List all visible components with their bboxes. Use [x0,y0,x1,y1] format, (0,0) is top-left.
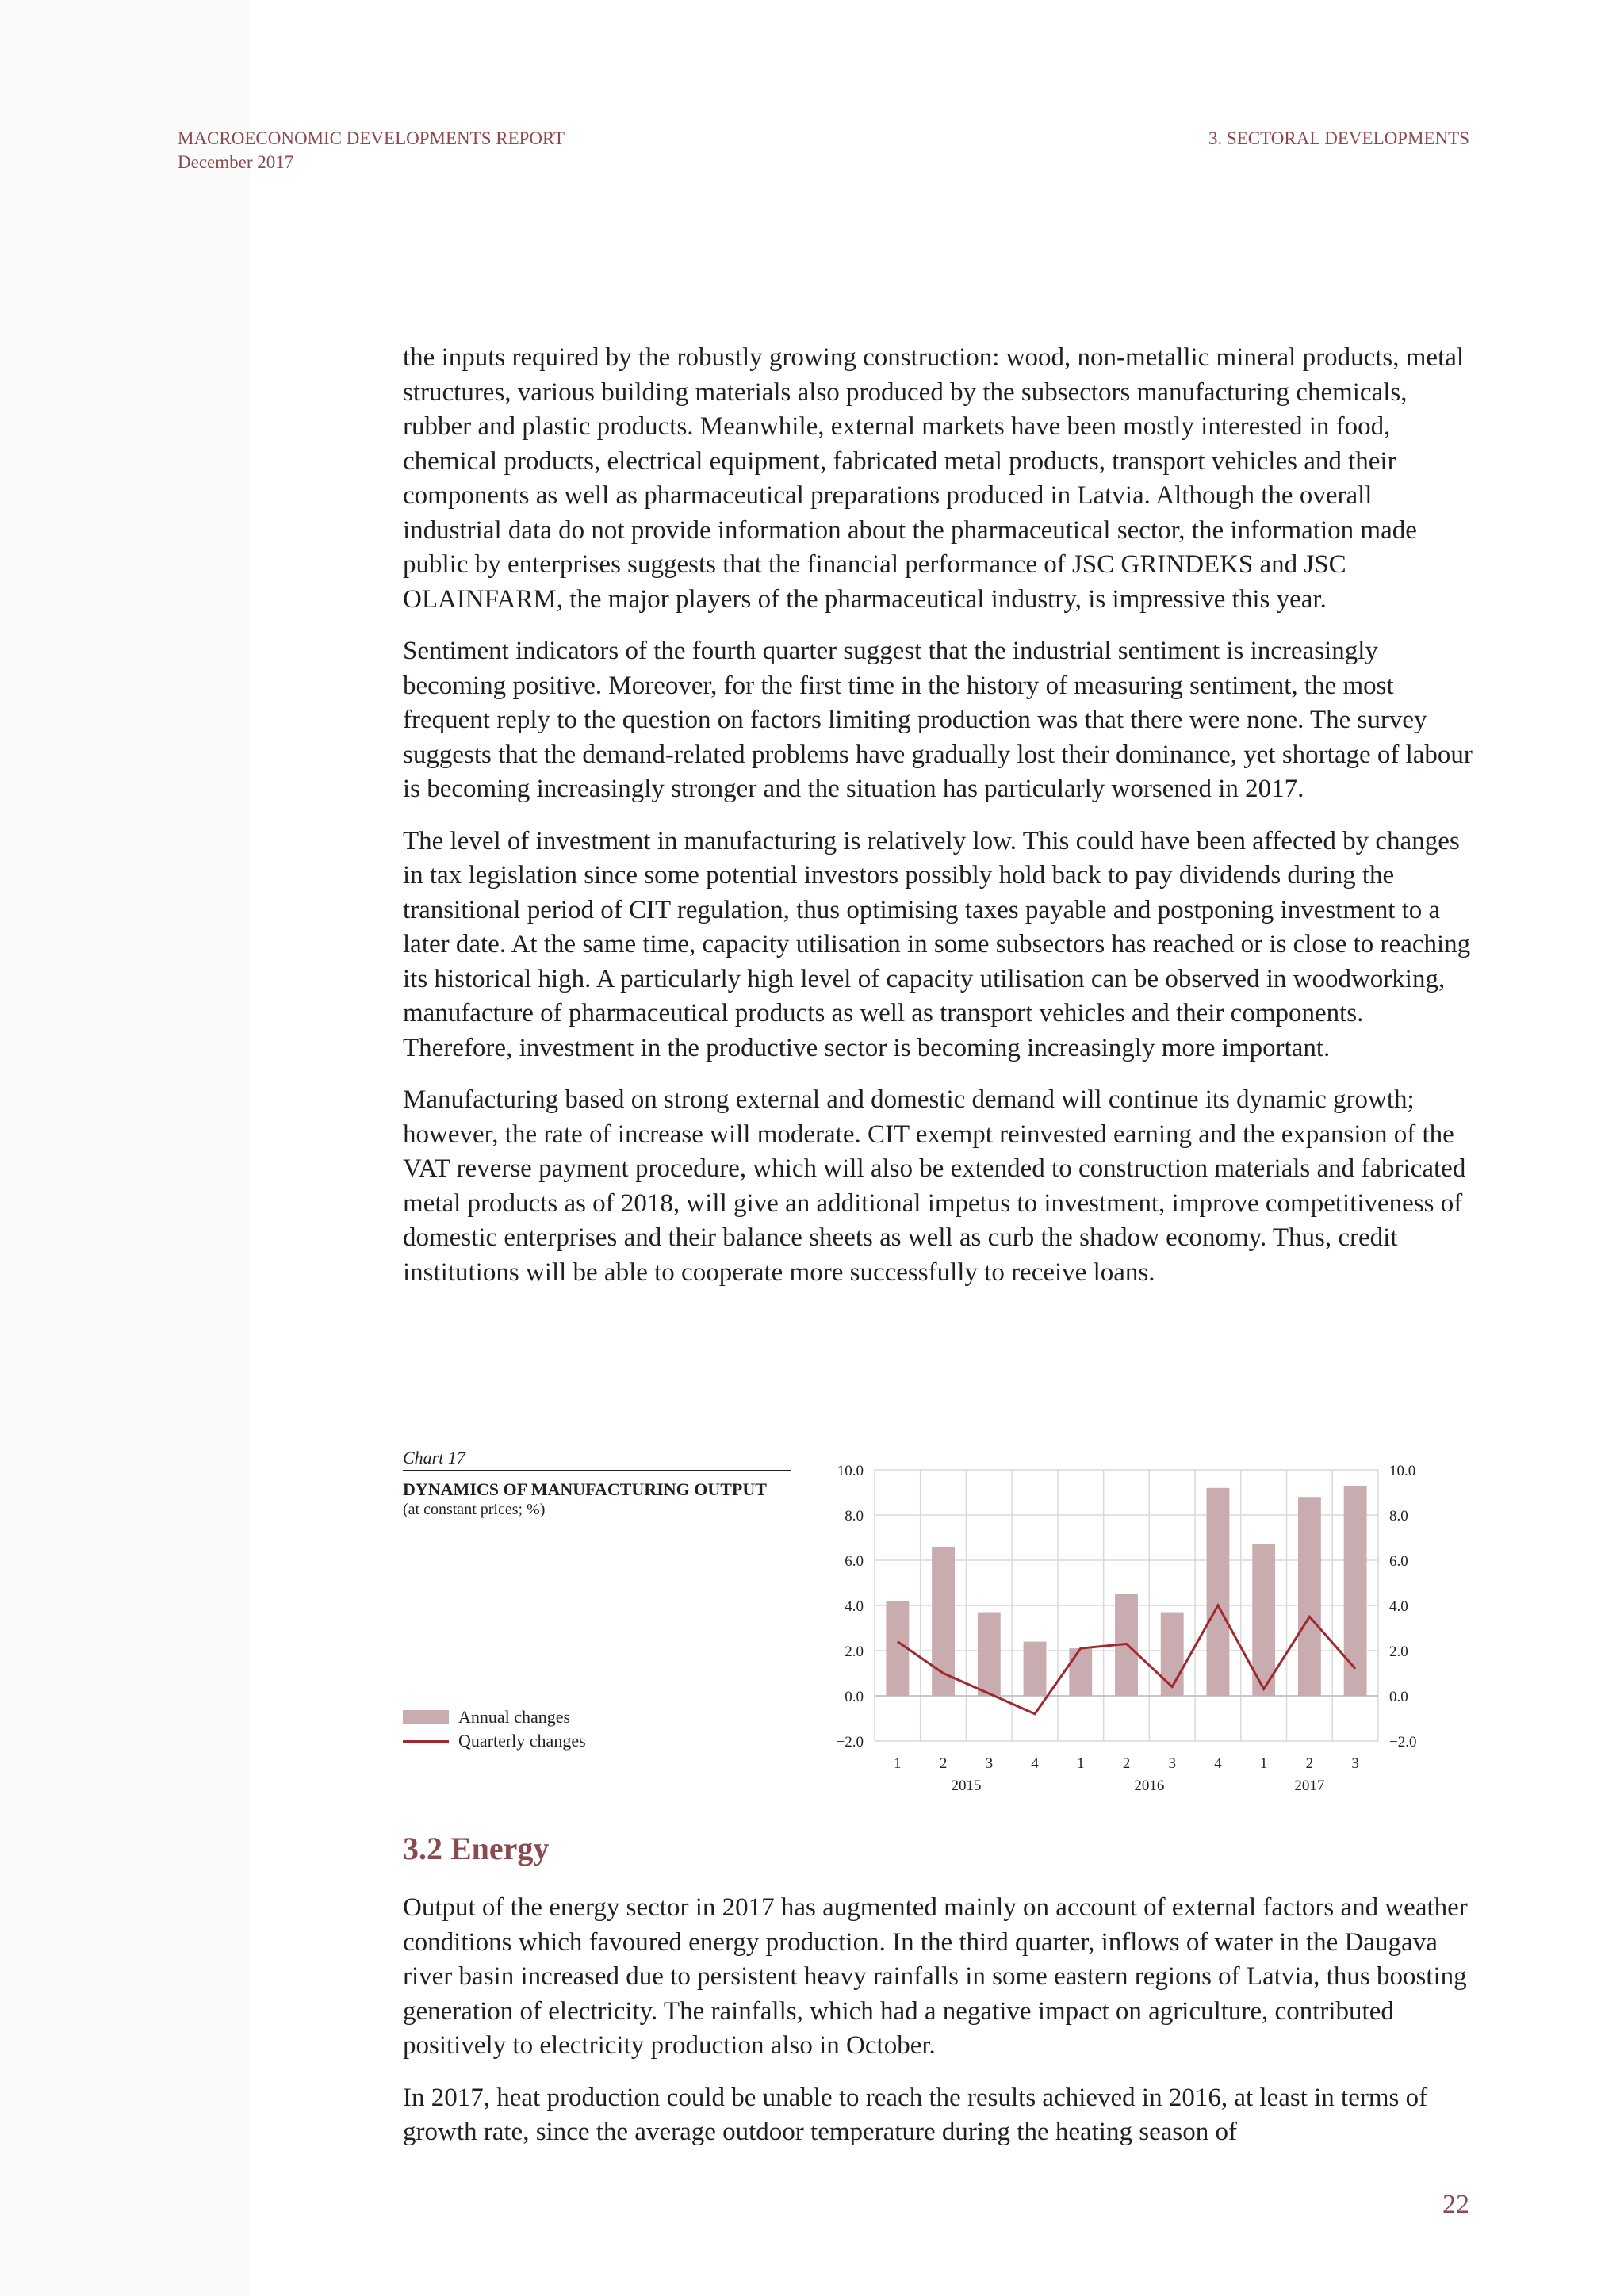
bar-annual-change [1069,1648,1092,1696]
bar-annual-change [978,1613,1001,1696]
paragraph: Output of the energy sector in 2017 has augmented mainly on account of external factors and weather conditions which favoured energy production. In the third quarter, inflows of water in the Daugava river basin increased due to persistent heavy rainfalls in some eastern regions of Latvia, thus boosting generation of electricity. The rainfalls, which had a negative impact on agriculture, contributed positively to electricity production also in October. [403,1893,1468,2060]
paragraph: the inputs required by the robustly growing construction: wood, non-metallic mineral products, metal structures, various building materials also produced by the subsectors manufacturing chemicals, rubber and plastic products. Meanwhile, external markets have been mostly interested in food, chemical products, electrical equipment, fabricated metal products, transport vehicles and their components as well as pharmaceutical preparations produced in Latvia. Although the overall industrial data do not provide information about the pharmaceutical sector, the information made public by enterprises suggests that the financial performance of JSC GRINDEKS and JSC OLAINFARM, the major players of the pharmaceutical industry, is impressive this year. [403,343,1465,614]
body-text-bottom [403,1891,1473,2168]
paragraph: Sentiment indicators of the fourth quarter suggest that the industrial sentiment is increasingly becoming positive. Moreover, for the first time in the history of measuring sentiment, the most frequent reply to the question on factors limiting production was that there were none. The survey suggests that the demand-related problems have gradually lost their dominance, yet shortage of labour is becoming increasingly stronger and the situation has particularly worsened in 2017. [403,637,1473,803]
chart-subtitle: (at constant prices; %) [403,1501,546,1518]
x-year-label: 2017 [1294,1777,1325,1794]
section-heading: 3.2 Energy [403,1831,550,1866]
x-tick-label: 4 [1214,1755,1222,1772]
report-title: MACROECONOMIC DEVELOPMENTS REPORT [178,128,565,148]
running-header-left [178,127,565,174]
x-tick-label: 4 [1031,1755,1039,1772]
bar-annual-change [1207,1488,1230,1696]
legend-bar-swatch [403,1710,449,1724]
x-year-label: 2015 [951,1777,982,1794]
y-tick-label-right: 4.0 [1389,1598,1408,1615]
bar-annual-change [1298,1497,1321,1696]
x-tick-label: 3 [985,1755,994,1772]
page-margin-shade [0,0,250,2296]
y-tick-label-right: 2.0 [1389,1644,1408,1660]
chart-plot [815,1448,1473,1804]
chart-legend [403,1705,586,1753]
y-tick-label-left: 8.0 [845,1508,864,1525]
chart-label: Chart 17 [403,1448,465,1468]
legend-label-annual: Annual changes [458,1707,571,1727]
chart-17 [403,1448,1473,1804]
y-tick-label-left: 2.0 [845,1644,864,1660]
bar-annual-change [1161,1613,1184,1696]
y-tick-label-left: 6.0 [845,1553,864,1570]
x-tick-label: 1 [1259,1755,1268,1772]
running-header-section: 3. SECTORAL DEVELOPMENTS [1208,128,1469,148]
chart-title: DYNAMICS OF MANUFACTURING OUTPUT [403,1479,767,1499]
body-text-top [403,341,1473,1307]
y-tick-label-left: −2.0 [836,1734,864,1751]
x-tick-label: 3 [1168,1755,1176,1772]
legend-item-annual [403,1705,586,1729]
report-date: December 2017 [178,152,294,172]
y-tick-label-right: −2.0 [1389,1734,1417,1751]
x-tick-label: 2 [939,1755,948,1772]
paragraph: In 2017, heat production could be unable to reach the results achieved in 2016, at least in terms of growth rate, since the average outdoor temperature during the heating season of [403,2083,1428,2146]
paragraph: The level of investment in manufacturing is relatively low. This could have been affected by changes in tax legislation since some potential investors possibly hold back to pay dividends during the transitional period of CIT regulation, thus optimising taxes payable and postponing investment to a later date. At the same time, capacity utilisation in some subsectors has reached or is close to reaching its historical high. A particularly high level of capacity utilisation can be observed in woodworking, manufacture of pharmaceutical products as well as transport vehicles and their components. Therefore, investment in the productive sector is becoming increasingly more important. [403,826,1471,1062]
x-year-label: 2016 [1134,1777,1165,1794]
y-tick-label-right: 8.0 [1389,1508,1408,1525]
chart-title-rule [403,1470,791,1471]
paragraph: Manufacturing based on strong external and domestic demand will continue its dynamic growth; however, the rate of increase will moderate. CIT exempt reinvested earning and the expansion of the VAT reverse payment procedure, which will also be extended to construction materials and fabricated metal products as of 2018, will give an additional impetus to investment, improve competitiveness of domestic enterprises and their balance sheets as well as curb the shadow economy. Thus, credit institutions will be able to cooperate more successfully to receive loans. [403,1085,1466,1287]
y-tick-label-right: 0.0 [1389,1689,1408,1705]
x-tick-label: 1 [894,1755,902,1772]
x-tick-label: 3 [1351,1755,1359,1772]
x-tick-label: 1 [1077,1755,1085,1772]
bar-annual-change [1344,1486,1367,1696]
y-tick-label-left: 10.0 [837,1463,864,1479]
bar-annual-change [1024,1642,1047,1696]
page-number: 22 [1442,2190,1469,2219]
y-tick-label-left: 4.0 [845,1598,864,1615]
x-tick-label: 2 [1122,1755,1131,1772]
legend-line-swatch [403,1740,449,1743]
x-tick-label: 2 [1305,1755,1314,1772]
legend-item-quarterly [403,1729,586,1753]
y-tick-label-right: 6.0 [1389,1553,1408,1570]
legend-label-quarterly: Quarterly changes [458,1731,586,1751]
y-tick-label-right: 10.0 [1389,1463,1416,1479]
y-tick-label-left: 0.0 [845,1689,864,1705]
